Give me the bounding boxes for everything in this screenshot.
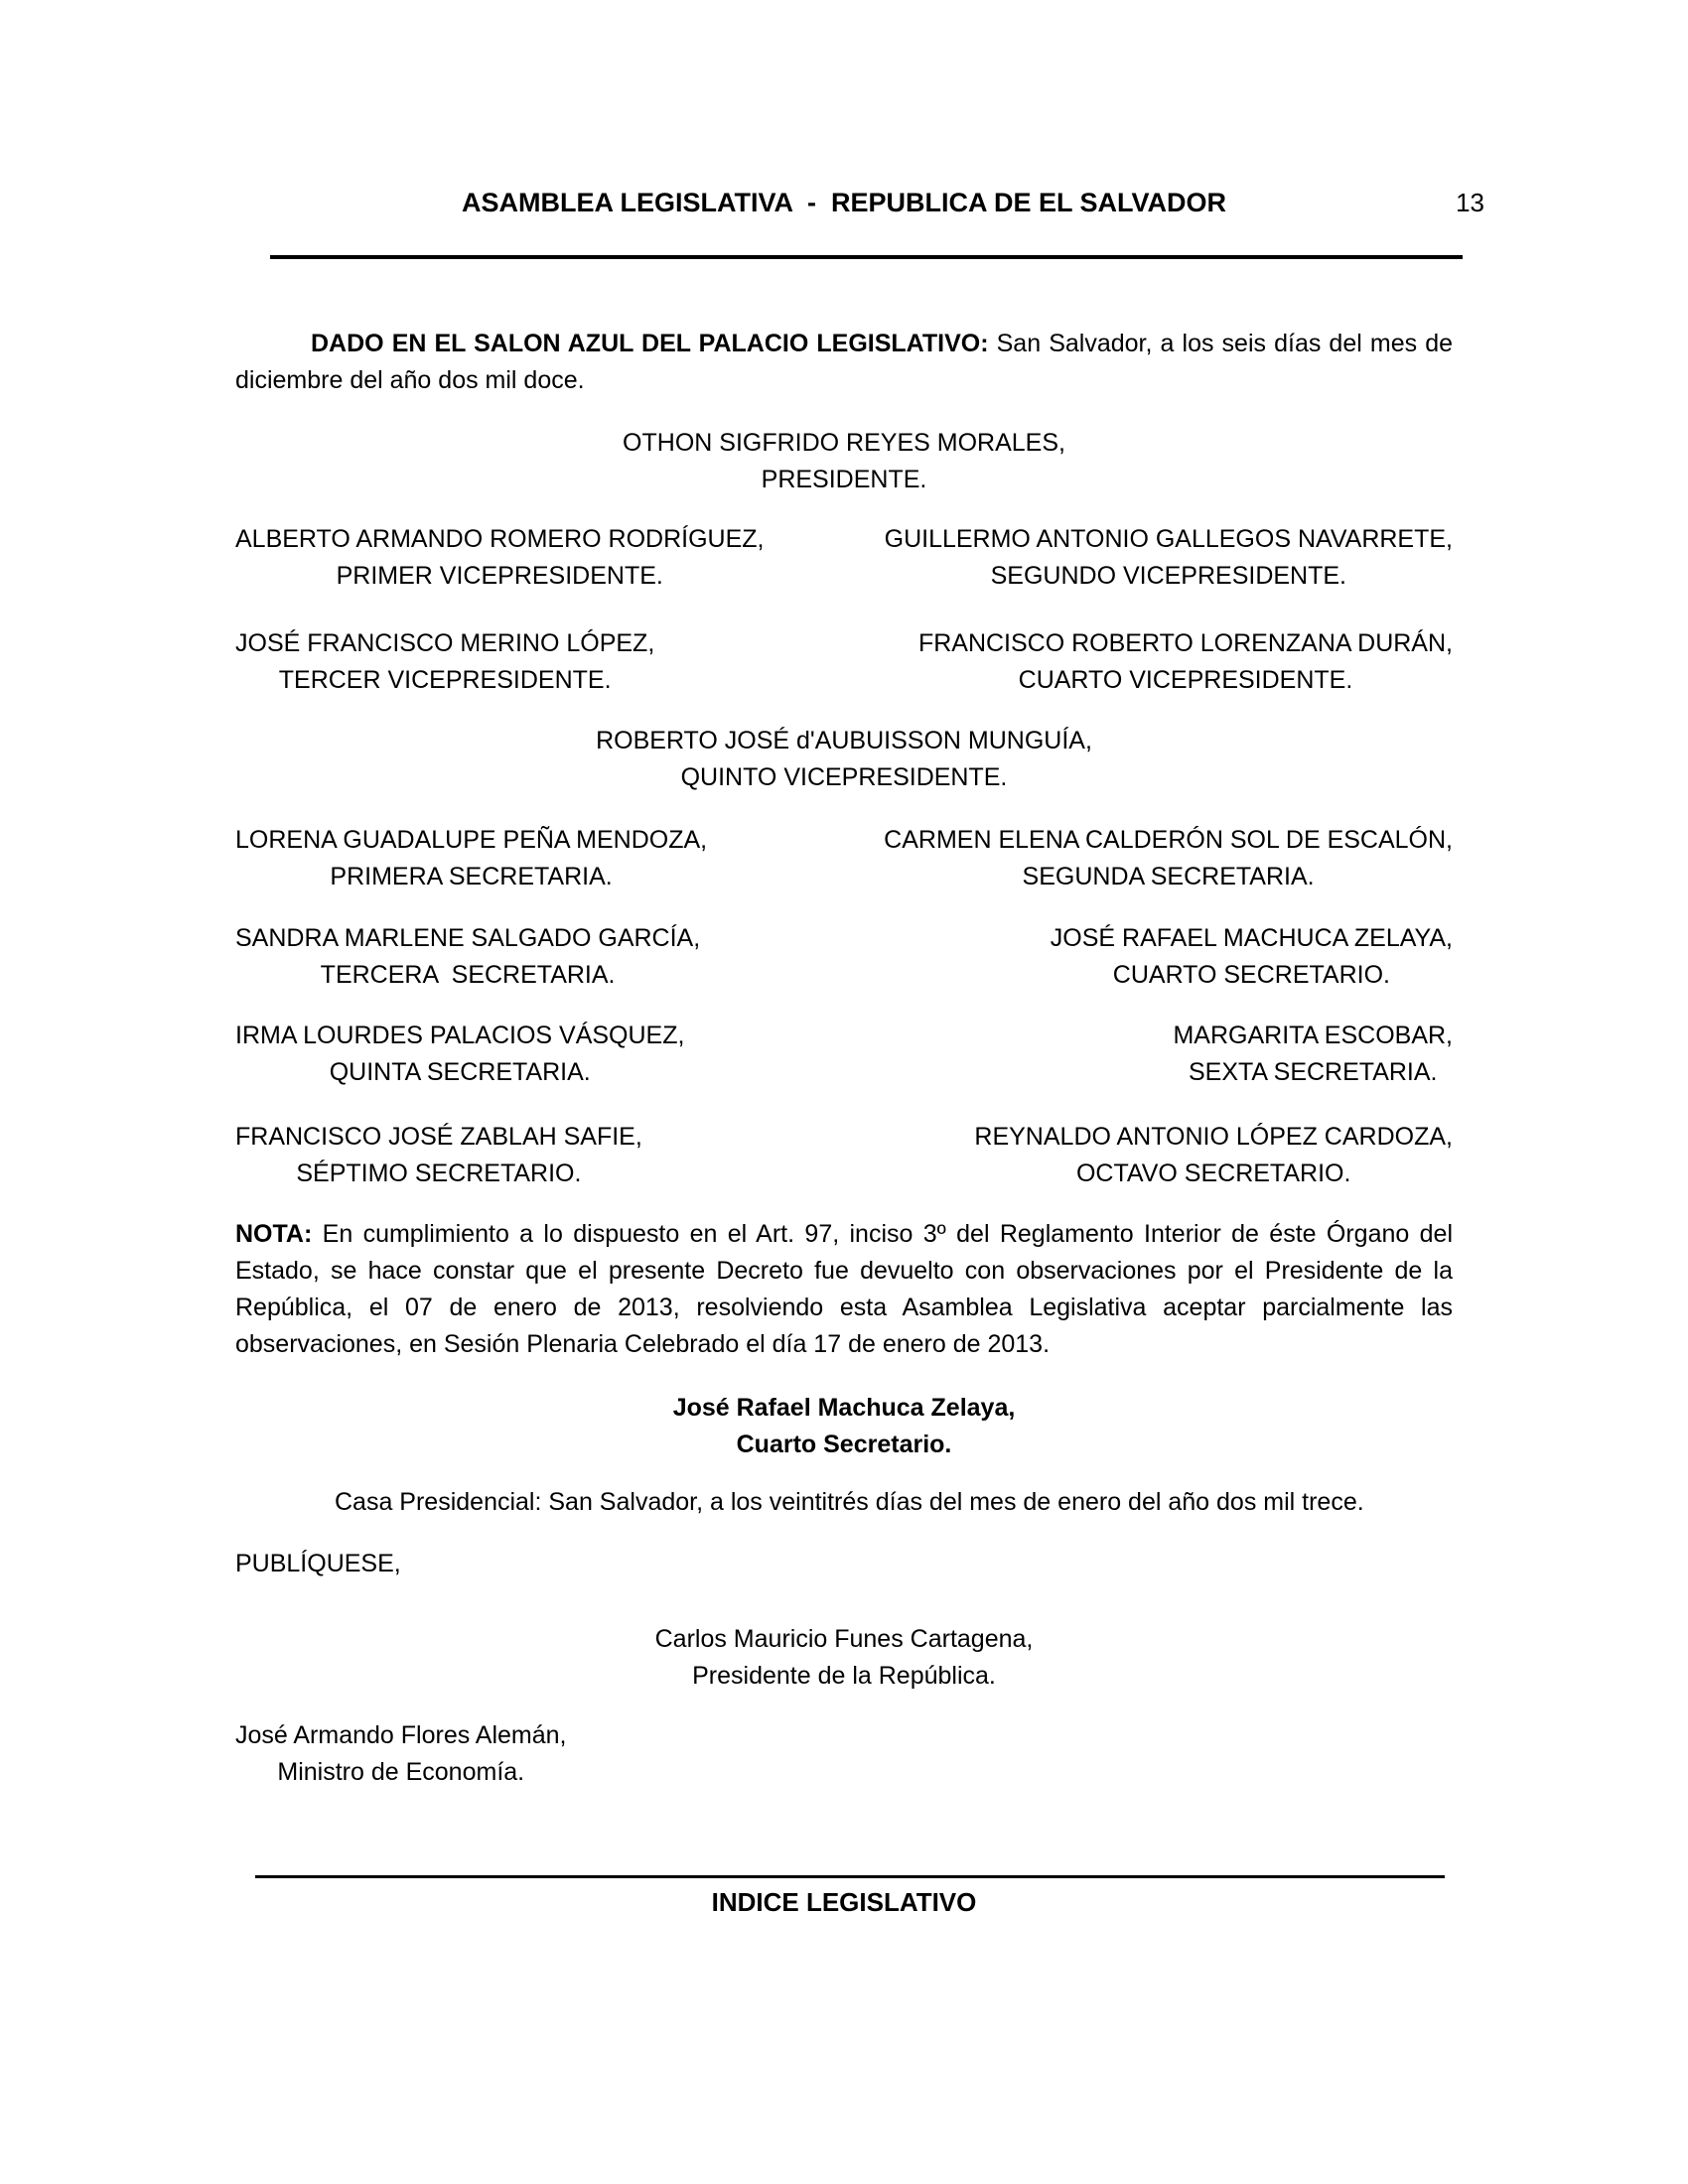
signature-title: SÉPTIMO SECRETARIO. xyxy=(296,1160,582,1187)
signature-row xyxy=(235,920,1453,994)
signature-name: FRANCISCO JOSÉ ZABLAH SAFIE, xyxy=(235,1123,642,1151)
casa-presidencial-paragraph: Casa Presidencial: San Salvador, a los veintitrés días del mes de enero del año dos mil trece. xyxy=(335,1488,1364,1516)
signature-name: JOSÉ FRANCISCO MERINO LÓPEZ, xyxy=(235,629,655,657)
signature-title: SEGUNDO VICEPRESIDENTE. xyxy=(990,562,1347,590)
signature-fourth-secretary xyxy=(1051,920,1453,994)
signature-president-republic xyxy=(235,1621,1453,1695)
signature-name: CARMEN ELENA CALDERÓN SOL DE ESCALÓN, xyxy=(884,826,1453,854)
signature-name: IRMA LOURDES PALACIOS VÁSQUEZ, xyxy=(235,1022,685,1049)
signature-ratifier xyxy=(235,1390,1453,1463)
signature-eighth-secretary xyxy=(974,1119,1453,1192)
publiquese-text: PUBLÍQUESE, xyxy=(235,1550,401,1577)
nota-label: NOTA: xyxy=(235,1220,313,1248)
page-number: 13 xyxy=(1456,188,1484,217)
signature-fourth-vp xyxy=(918,625,1453,699)
signature-title: TERCER VICEPRESIDENTE. xyxy=(278,666,612,694)
header-divider-line xyxy=(270,255,1463,259)
document-header xyxy=(235,185,1484,222)
signature-fifth-vp xyxy=(235,723,1453,796)
signature-name: LORENA GUADALUPE PEÑA MENDOZA, xyxy=(235,826,708,854)
document-content xyxy=(0,185,1688,1921)
signature-second-vp xyxy=(885,521,1453,595)
signature-president xyxy=(235,425,1453,498)
nota-text: En cumplimiento a lo dispuesto en el Art. 97, inciso 3º del Reglamento Interior de éste Órgano del Estado, se hace constar que el presente Decreto fue devuelto con observaciones por el Presidente de la República, el 07 de enero de 2013, resolviendo esta Asamblea Legislativa aceptar parcialmente las observaciones, en Sesión Plenaria Celebrado el día 17 de enero de 2013. xyxy=(235,1220,1453,1358)
signature-row xyxy=(235,1018,1453,1091)
signature-name: FRANCISCO ROBERTO LORENZANA DURÁN, xyxy=(917,629,1453,657)
signature-title: CUARTO VICEPRESIDENTE. xyxy=(1018,666,1353,694)
signature-name: SANDRA MARLENE SALGADO GARCÍA, xyxy=(235,924,701,952)
signature-name: GUILLERMO ANTONIO GALLEGOS NAVARRETE, xyxy=(884,525,1453,553)
footer-divider-line xyxy=(255,1875,1445,1878)
signature-first-vp xyxy=(235,521,764,595)
signature-title: Presidente de la República. xyxy=(692,1662,996,1690)
signature-title: Ministro de Economía. xyxy=(277,1758,525,1786)
dado-paragraph-lead: DADO EN EL SALON AZUL DEL PALACIO LEGISLATIVO: xyxy=(311,330,989,357)
signature-title: PRIMER VICEPRESIDENTE. xyxy=(336,562,663,590)
minister-block-wrapper xyxy=(235,1695,1453,1791)
signature-row xyxy=(235,625,1453,699)
signature-name: José Armando Flores Alemán, xyxy=(235,1721,567,1749)
signature-title: CUARTO SECRETARIO. xyxy=(1112,961,1390,989)
signature-name: OTHON SIGFRIDO REYES MORALES, xyxy=(623,429,1065,457)
signature-row xyxy=(235,822,1453,895)
signature-title: SEGUNDA SECRETARIA. xyxy=(1022,863,1315,890)
signature-name: JOSÉ RAFAEL MACHUCA ZELAYA, xyxy=(1050,924,1453,952)
nota-paragraph xyxy=(235,1216,1453,1363)
signature-title: Cuarto Secretario. xyxy=(736,1431,952,1458)
signature-name: ROBERTO JOSÉ d'AUBUISSON MUNGUÍA, xyxy=(596,727,1092,754)
signature-title: PRESIDENTE. xyxy=(761,466,927,493)
dado-paragraph-rest: San Salvador, a los seis días del mes de diciembre del año dos mil doce. xyxy=(235,330,1454,394)
signature-sixth-secretary xyxy=(1173,1018,1453,1091)
signature-seventh-secretary xyxy=(235,1119,642,1192)
signature-third-vp xyxy=(235,625,654,699)
legislative-index-title: INDICE LEGISLATIVO xyxy=(711,1887,977,1917)
signature-name: Carlos Mauricio Funes Cartagena, xyxy=(654,1625,1034,1653)
signature-title: SEXTA SECRETARIA. xyxy=(1188,1058,1438,1086)
signature-first-secretary xyxy=(235,822,707,895)
signature-name: José Rafael Machuca Zelaya, xyxy=(672,1394,1016,1422)
signature-name: REYNALDO ANTONIO LÓPEZ CARDOZA, xyxy=(974,1123,1453,1151)
dado-paragraph xyxy=(235,326,1453,399)
signature-row xyxy=(235,521,1453,595)
signature-title: OCTAVO SECRETARIO. xyxy=(1075,1160,1351,1187)
signature-second-secretary xyxy=(884,822,1453,895)
signature-name: ALBERTO ARMANDO ROMERO RODRÍGUEZ, xyxy=(235,525,765,553)
signature-minister xyxy=(235,1717,567,1791)
signature-name: MARGARITA ESCOBAR, xyxy=(1173,1022,1453,1049)
header-title: ASAMBLEA LEGISLATIVA - REPUBLICA DE EL SALVADOR xyxy=(461,188,1226,217)
signature-title: QUINTO VICEPRESIDENTE. xyxy=(680,763,1008,791)
signature-title: PRIMERA SECRETARIA. xyxy=(330,863,613,890)
signature-fifth-secretary xyxy=(235,1018,684,1091)
signature-row xyxy=(235,1119,1453,1192)
signature-title: TERCERA SECRETARIA. xyxy=(320,961,616,989)
signature-third-secretary xyxy=(235,920,700,994)
signature-title: QUINTA SECRETARIA. xyxy=(329,1058,591,1086)
